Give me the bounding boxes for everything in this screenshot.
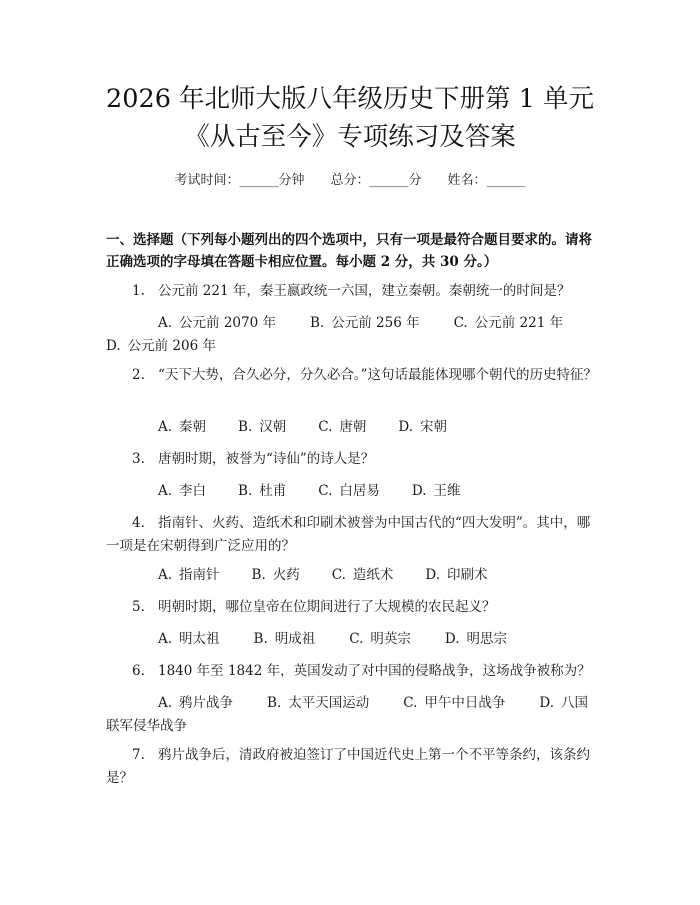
section-heading: 一、选择题（下列每小题列出的四个选项中，只有一项是最符合题目要求的。请将正确选项的字母填在答题卡相应位置。每小题 2 分，共 30 分。）: [106, 232, 592, 270]
option-a: A. 鸦片战争: [158, 695, 234, 711]
student-name-field: 姓名：______: [447, 173, 526, 188]
option-c: C. 白居易: [318, 483, 380, 499]
question-text: 指南针、火药、造纸术和印刷术被誉为中国古代的“四大发明”。其中，哪一项是在宋朝得到广泛应用的？: [106, 515, 591, 554]
option-a: A. 指南针: [158, 567, 220, 583]
question-1-options: [106, 312, 600, 358]
question-number: 7.: [132, 747, 145, 763]
question-number: 4.: [132, 515, 145, 531]
option-c: C. 公元前 221 年: [453, 315, 564, 331]
option-b: B. 汉朝: [238, 419, 287, 435]
question-text: 1840 年至 1842 年，英国发动了对中国的侵略战争，这场战争被称为？: [158, 663, 591, 679]
option-c: C. 造纸术: [331, 567, 394, 583]
question-2: [106, 364, 600, 387]
option-d: D. 明思宗: [444, 631, 508, 647]
question-text: “天下大势，合久必分，分久必合。”这句话最能体现哪个朝代的历史特征？: [158, 367, 598, 383]
option-d: D. 印刷术: [425, 567, 488, 583]
question-4-options: [106, 564, 600, 587]
option-b: B. 太平天国运动: [267, 695, 370, 711]
document-title-line1: 2026 年北师大版八年级历史下册第 1 单元: [106, 84, 594, 114]
option-c: C. 甲午中日战争: [403, 695, 506, 711]
question-3: [106, 448, 600, 471]
question-6: [106, 660, 600, 683]
question-number: 5.: [132, 599, 145, 615]
document-title-line2: 《从古至今》专项练习及答案: [184, 122, 516, 152]
question-6-options: [106, 692, 600, 738]
question-1: [106, 280, 600, 303]
option-d: D. 八国联军侵华战争: [106, 695, 589, 734]
question-number: 1.: [132, 283, 145, 299]
option-a: A. 公元前 2070 年: [158, 315, 276, 331]
option-d: D. 王维: [411, 483, 461, 499]
question-5: [106, 596, 600, 619]
option-c: C. 明英宗: [349, 631, 411, 647]
option-d: D. 公元前 206 年: [106, 338, 216, 354]
option-b: B. 公元前 256 年: [310, 315, 420, 331]
exam-meta: [0, 169, 700, 188]
question-4: [106, 512, 600, 558]
exam-time-field: 考试时间：______分钟: [174, 173, 305, 188]
option-a: A. 秦朝: [158, 419, 207, 435]
question-number: 2.: [132, 367, 145, 383]
option-d: D. 宋朝: [398, 419, 448, 435]
option-c: C. 唐朝: [318, 419, 367, 435]
question-2-options: [106, 416, 600, 439]
option-b: B. 杜甫: [238, 483, 287, 499]
question-5-options: [106, 628, 600, 651]
question-number: 6.: [132, 663, 145, 679]
question-text: 明朝时期，哪位皇帝在位期间进行了大规模的农民起义？: [158, 599, 496, 615]
question-text: 鸦片战争后，清政府被迫签订了中国近代史上第一个不平等条约，该条约是？: [106, 747, 590, 786]
question-3-options: [106, 480, 600, 503]
total-score-field: 总分：______分: [330, 173, 422, 188]
option-a: A. 明太祖: [158, 631, 220, 647]
question-text: 公元前 221 年，秦王嬴政统一六国，建立秦朝。秦朝统一的时间是？: [158, 283, 571, 299]
option-a: A. 李白: [158, 483, 207, 499]
question-7: [106, 744, 600, 790]
option-b: B. 火药: [251, 567, 300, 583]
question-text: 唐朝时期，被誉为“诗仙”的诗人是？: [158, 451, 375, 467]
option-b: B. 明成祖: [253, 631, 316, 647]
question-number: 3.: [132, 451, 145, 467]
